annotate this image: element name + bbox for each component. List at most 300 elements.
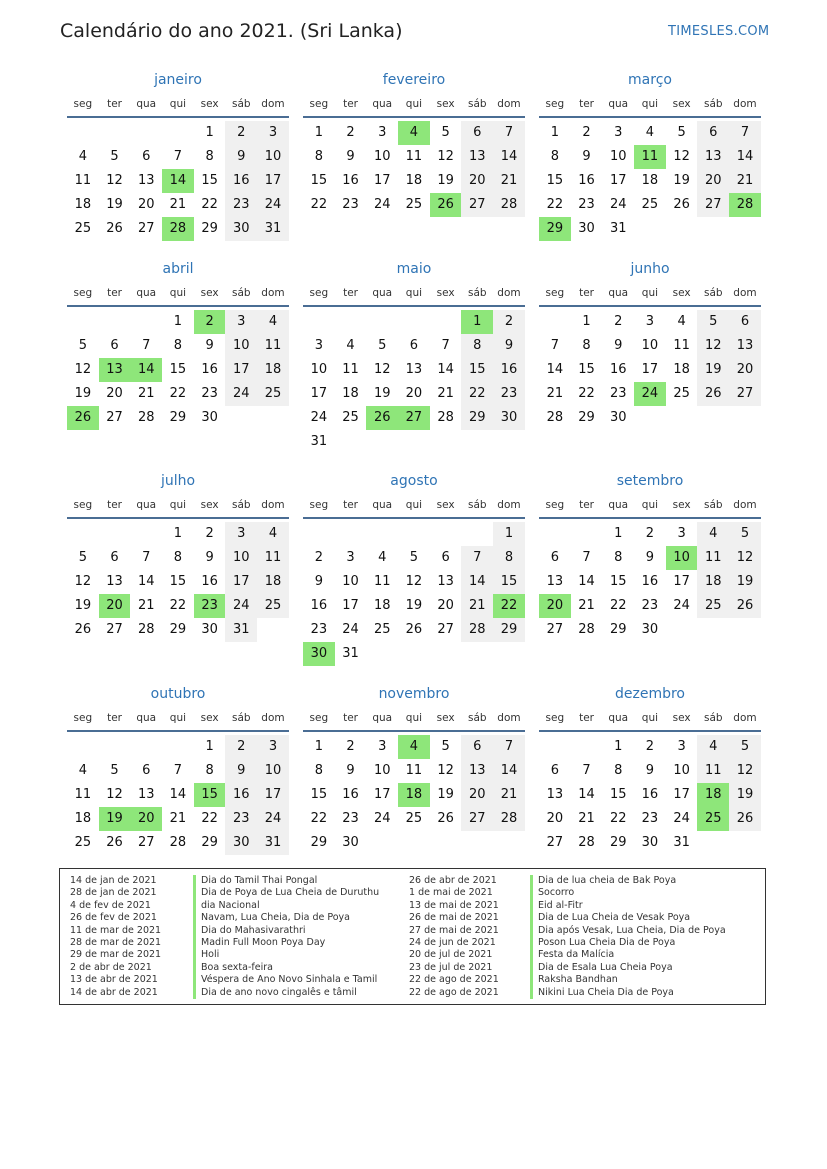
day-cell: 5 (110, 763, 119, 778)
day-cell: 26 (729, 594, 761, 618)
day-cell: 4 (398, 735, 430, 759)
day-cell: 8 (205, 763, 214, 778)
weekday-label: sáb (467, 499, 487, 511)
day-cell: 13 (106, 574, 123, 589)
day-cell: 10 (666, 546, 698, 570)
month-calendar (303, 261, 525, 454)
day-cell: 17 (257, 169, 289, 193)
day-cell: 20 (99, 594, 131, 618)
weekday-label: seg (545, 287, 565, 299)
legend-holiday-name: Dia do Mahasivarathri (193, 925, 379, 937)
legend-date: 11 de mar de 2021 (70, 924, 162, 936)
day-cell: 24 (257, 193, 289, 217)
week-row (539, 169, 761, 193)
day-cell: 21 (137, 386, 155, 401)
day-cell: 20 (137, 197, 155, 212)
day-cell: 10 (225, 546, 257, 570)
legend-holiday-name: Madin Full Moon Poya Day (193, 937, 379, 949)
month-name: outubro (150, 686, 206, 702)
empty-cell (571, 522, 603, 546)
day-cell: 8 (461, 334, 493, 358)
day-cell: 29 (493, 618, 525, 642)
day-cell: 9 (346, 149, 355, 164)
day-cell: 12 (106, 787, 123, 802)
weekday-label: qui (641, 287, 659, 299)
empty-cell (493, 831, 525, 855)
week-row (303, 570, 525, 594)
day-cell: 3 (314, 338, 323, 353)
day-cell: 21 (169, 811, 187, 826)
day-cell: 12 (405, 574, 423, 589)
week-row (303, 546, 525, 570)
month-calendar (303, 72, 525, 217)
week-row (303, 783, 525, 807)
week-row (539, 546, 761, 570)
day-cell: 12 (74, 574, 92, 589)
weekday-header (539, 287, 761, 307)
day-cell: 12 (729, 759, 761, 783)
day-cell: 7 (173, 149, 183, 164)
weekday-label: qui (169, 499, 187, 511)
weekday-label: ter (579, 98, 594, 110)
week-row (67, 759, 289, 783)
day-cell: 23 (578, 197, 595, 212)
week-row (67, 594, 289, 618)
day-cell: 16 (609, 362, 627, 377)
week-row (67, 121, 289, 145)
day-cell: 19 (729, 570, 761, 594)
empty-cell (461, 642, 493, 666)
day-cell: 21 (493, 783, 525, 807)
weekday-label: qua (372, 287, 393, 299)
day-cell: 22 (310, 197, 328, 212)
empty-cell (130, 310, 162, 334)
day-cell: 4 (697, 735, 729, 759)
legend-holiday-name: Eid al-Fitr (530, 900, 726, 912)
weekday-label: seg (545, 499, 565, 511)
day-cell: 24 (257, 807, 289, 831)
day-cell: 11 (697, 546, 729, 570)
day-cell: 29 (609, 622, 627, 637)
day-cell: 18 (405, 173, 423, 188)
day-cell: 17 (373, 787, 391, 802)
day-cell: 9 (205, 338, 214, 353)
day-cell: 28 (137, 622, 155, 637)
day-cell: 23 (201, 386, 218, 401)
day-cell: 24 (310, 410, 328, 425)
holiday-legend (59, 868, 766, 1005)
week-row (303, 358, 525, 382)
day-cell: 6 (110, 550, 119, 565)
day-cell: 26 (430, 193, 462, 217)
day-cell: 19 (99, 807, 131, 831)
week-row (67, 382, 289, 406)
empty-cell (729, 831, 761, 855)
day-cell: 3 (225, 522, 257, 546)
weekday-label: sáb (467, 712, 487, 724)
day-cell: 30 (225, 217, 257, 241)
empty-cell (729, 217, 761, 241)
day-cell: 1 (173, 526, 183, 541)
day-cell: 25 (74, 221, 92, 236)
day-cell: 25 (697, 807, 729, 831)
day-cell: 4 (645, 125, 655, 140)
week-row (303, 807, 525, 831)
empty-cell (729, 618, 761, 642)
weekday-header (67, 712, 289, 732)
day-cell: 29 (310, 835, 328, 850)
weekday-label: qua (608, 287, 629, 299)
day-cell: 23 (493, 382, 525, 406)
day-cell: 18 (641, 173, 659, 188)
weekday-label: dom (497, 499, 521, 511)
empty-cell (366, 642, 398, 666)
legend-holiday-name: Dia após Vesak, Lua Cheia, Dia de Poya (530, 925, 726, 937)
day-cell: 16 (493, 358, 525, 382)
week-row (539, 759, 761, 783)
day-cell: 26 (366, 406, 398, 430)
legend-holiday-name: Dia de Poya de Lua Cheia de Duruthu (193, 887, 379, 899)
day-cell: 29 (169, 622, 187, 637)
day-cell: 29 (609, 835, 627, 850)
week-row (303, 430, 525, 454)
day-cell: 23 (194, 594, 226, 618)
legend-date: 26 de mai de 2021 (409, 912, 499, 924)
weekday-header (67, 98, 289, 118)
week-row (539, 121, 761, 145)
day-cell: 15 (609, 574, 627, 589)
weekday-label: qui (405, 287, 423, 299)
day-cell: 5 (441, 125, 450, 140)
weekday-label: sáb (231, 98, 251, 110)
day-cell: 25 (373, 622, 391, 637)
day-cell: 8 (314, 149, 323, 164)
day-cell: 9 (582, 149, 591, 164)
legend-date: 14 de abr de 2021 (70, 986, 158, 998)
page-title: Calendário do ano 2021. (Sri Lanka) (60, 20, 403, 42)
weekday-label: dom (733, 712, 757, 724)
day-cell: 19 (437, 173, 454, 188)
week-row (67, 831, 289, 855)
day-cell: 14 (729, 145, 761, 169)
weekday-label: ter (107, 499, 122, 511)
day-cell: 6 (142, 763, 151, 778)
day-cell: 19 (74, 386, 92, 401)
day-cell: 14 (137, 574, 155, 589)
day-cell: 22 (310, 811, 328, 826)
weekday-label: sáb (231, 499, 251, 511)
day-cell: 6 (550, 550, 559, 565)
day-cell: 14 (437, 362, 454, 377)
day-cell: 11 (697, 759, 729, 783)
day-cell: 18 (697, 570, 729, 594)
day-cell: 6 (409, 338, 419, 353)
day-cell: 4 (78, 149, 87, 164)
day-cell: 7 (142, 550, 151, 565)
day-cell: 1 (582, 314, 591, 329)
day-cell: 24 (634, 382, 666, 406)
week-row (67, 406, 289, 430)
week-row (67, 618, 289, 642)
week-row (539, 594, 761, 618)
day-cell: 14 (130, 358, 162, 382)
day-cell: 21 (461, 594, 493, 618)
day-cell: 7 (461, 546, 493, 570)
day-cell: 11 (74, 173, 92, 188)
day-cell: 5 (697, 310, 729, 334)
day-cell: 10 (257, 759, 289, 783)
day-cell: 20 (546, 811, 564, 826)
day-cell: 1 (205, 739, 214, 754)
weekday-label: ter (343, 98, 358, 110)
day-cell: 24 (225, 594, 257, 618)
week-row (303, 382, 525, 406)
weekday-label: qua (608, 499, 629, 511)
day-cell: 15 (194, 783, 226, 807)
day-cell: 16 (310, 598, 328, 613)
empty-cell (430, 310, 462, 334)
weekday-label: ter (343, 287, 358, 299)
empty-cell (430, 430, 462, 454)
day-cell: 6 (461, 121, 493, 145)
month-name: agosto (390, 473, 438, 489)
day-cell: 13 (137, 787, 155, 802)
week-row (303, 121, 525, 145)
day-cell: 1 (173, 314, 183, 329)
day-cell: 5 (409, 550, 419, 565)
week-row (67, 334, 289, 358)
day-cell: 5 (441, 739, 450, 754)
week-row (303, 169, 525, 193)
day-cell: 6 (729, 310, 761, 334)
day-cell: 9 (493, 334, 525, 358)
day-cell: 2 (314, 550, 323, 565)
legend-holiday-name: Raksha Bandhan (530, 974, 726, 986)
day-cell: 29 (461, 406, 493, 430)
day-cell: 27 (546, 835, 564, 850)
empty-cell (257, 618, 289, 642)
day-cell: 1 (461, 310, 493, 334)
legend-date: 2 de abr de 2021 (70, 961, 152, 973)
day-cell: 30 (609, 410, 627, 425)
weekday-label: qua (136, 712, 157, 724)
day-cell: 27 (137, 221, 155, 236)
day-cell: 11 (673, 338, 690, 353)
week-row (539, 831, 761, 855)
day-cell: 27 (437, 622, 454, 637)
weekday-label: seg (309, 712, 329, 724)
legend-date: 14 de jan de 2021 (70, 875, 157, 886)
empty-cell (493, 642, 525, 666)
day-cell: 30 (201, 410, 218, 425)
weekday-label: qua (372, 712, 393, 724)
day-cell: 1 (314, 739, 323, 754)
site-link[interactable]: TIMESLES.COM (668, 24, 770, 39)
weekday-label: qui (405, 499, 423, 511)
day-cell: 21 (169, 197, 187, 212)
empty-cell (430, 522, 462, 546)
weekday-label: qui (405, 98, 423, 110)
month-name: maio (396, 261, 432, 277)
day-cell: 17 (641, 362, 659, 377)
empty-cell (539, 522, 571, 546)
week-row (67, 310, 289, 334)
empty-cell (366, 831, 398, 855)
day-cell: 14 (493, 145, 525, 169)
day-cell: 23 (225, 193, 257, 217)
day-cell: 20 (729, 358, 761, 382)
week-row (303, 594, 525, 618)
day-cell: 31 (342, 646, 359, 661)
day-cell: 19 (373, 386, 391, 401)
empty-cell (666, 406, 698, 430)
weekday-header (539, 712, 761, 732)
day-cell: 29 (169, 410, 187, 425)
week-row (539, 145, 761, 169)
week-row (539, 193, 761, 217)
day-cell: 30 (342, 835, 359, 850)
empty-cell (303, 310, 335, 334)
day-cell: 22 (169, 386, 187, 401)
day-cell: 19 (437, 787, 454, 802)
day-cell: 6 (441, 550, 450, 565)
day-cell: 18 (257, 570, 289, 594)
legend-date: 26 de fev de 2021 (70, 912, 157, 924)
weekday-label: dom (261, 712, 285, 724)
week-row (539, 310, 761, 334)
empty-cell (67, 735, 99, 759)
day-cell: 28 (578, 622, 595, 637)
weekday-label: sex (436, 98, 455, 110)
legend-holiday-name: Dia de Esala Lua Cheia Poya (530, 962, 726, 974)
day-cell: 6 (461, 735, 493, 759)
day-cell: 21 (729, 169, 761, 193)
day-cell: 3 (677, 526, 686, 541)
day-cell: 5 (78, 338, 87, 353)
day-cell: 3 (614, 125, 623, 140)
day-cell: 11 (634, 145, 666, 169)
day-cell: 19 (673, 173, 690, 188)
day-cell: 1 (314, 125, 323, 140)
legend-dates-left (70, 875, 161, 999)
day-cell: 22 (461, 382, 493, 406)
legend-holiday-name: Boa sexta-feira (193, 962, 379, 974)
day-cell: 16 (578, 173, 595, 188)
day-cell: 5 (677, 125, 686, 140)
day-cell: 27 (137, 835, 155, 850)
day-cell: 5 (378, 338, 387, 353)
day-cell: 17 (310, 386, 328, 401)
day-cell: 24 (609, 197, 627, 212)
day-cell: 27 (546, 622, 564, 637)
empty-cell (634, 406, 666, 430)
week-row (67, 193, 289, 217)
weekday-label: dom (497, 712, 521, 724)
day-cell: 31 (310, 434, 328, 449)
legend-dates-right (409, 875, 499, 999)
week-row (303, 193, 525, 217)
day-cell: 6 (110, 338, 119, 353)
day-cell: 10 (373, 149, 391, 164)
day-cell: 7 (729, 121, 761, 145)
day-cell: 10 (310, 362, 328, 377)
day-cell: 25 (673, 386, 690, 401)
day-cell: 17 (673, 574, 690, 589)
day-cell: 26 (697, 382, 729, 406)
day-cell: 23 (641, 811, 659, 826)
empty-cell (430, 642, 462, 666)
weekday-header (303, 499, 525, 519)
day-cell: 4 (257, 522, 289, 546)
day-cell: 20 (405, 386, 423, 401)
day-cell: 7 (493, 121, 525, 145)
day-cell: 15 (461, 358, 493, 382)
weekday-label: sáb (467, 98, 487, 110)
day-cell: 16 (342, 173, 359, 188)
day-cell: 26 (673, 197, 690, 212)
week-row (539, 382, 761, 406)
day-cell: 22 (201, 197, 218, 212)
legend-date: 22 de ago de 2021 (409, 974, 499, 986)
day-cell: 22 (169, 598, 187, 613)
legend-holiday-name: Navam, Lua Cheia, Dia de Poya (193, 912, 379, 924)
day-cell: 15 (493, 570, 525, 594)
day-cell: 1 (493, 522, 525, 546)
day-cell: 16 (225, 783, 257, 807)
empty-cell (398, 642, 430, 666)
empty-cell (398, 430, 430, 454)
legend-date: 22 de ago de 2021 (409, 986, 499, 998)
empty-cell (366, 310, 398, 334)
day-cell: 18 (373, 598, 391, 613)
day-cell: 30 (578, 221, 595, 236)
day-cell: 16 (225, 169, 257, 193)
week-row (539, 522, 761, 546)
week-row (539, 334, 761, 358)
month-calendar (303, 686, 525, 855)
empty-cell (99, 735, 131, 759)
day-cell: 28 (493, 193, 525, 217)
day-cell: 23 (310, 622, 328, 637)
legend-names-left (193, 875, 379, 999)
legend-date: 26 de abr de 2021 (409, 875, 497, 886)
day-cell: 12 (106, 173, 123, 188)
day-cell: 1 (614, 739, 623, 754)
day-cell: 17 (609, 173, 627, 188)
weekday-label: sex (436, 287, 455, 299)
weekday-label: ter (107, 712, 122, 724)
week-row (67, 145, 289, 169)
day-cell: 15 (578, 362, 595, 377)
legend-date: 20 de jul de 2021 (409, 949, 493, 961)
day-cell: 9 (346, 763, 355, 778)
month-name: setembro (616, 473, 684, 489)
day-cell: 19 (697, 358, 729, 382)
week-row (539, 406, 761, 430)
day-cell: 2 (493, 310, 525, 334)
week-row (67, 570, 289, 594)
day-cell: 14 (461, 570, 493, 594)
day-cell: 11 (405, 149, 423, 164)
day-cell: 9 (314, 574, 323, 589)
weekday-label: dom (733, 499, 757, 511)
day-cell: 16 (201, 574, 218, 589)
day-cell: 8 (173, 338, 183, 353)
week-row (67, 735, 289, 759)
weekday-label: seg (73, 287, 93, 299)
day-cell: 28 (546, 410, 564, 425)
day-cell: 30 (225, 831, 257, 855)
